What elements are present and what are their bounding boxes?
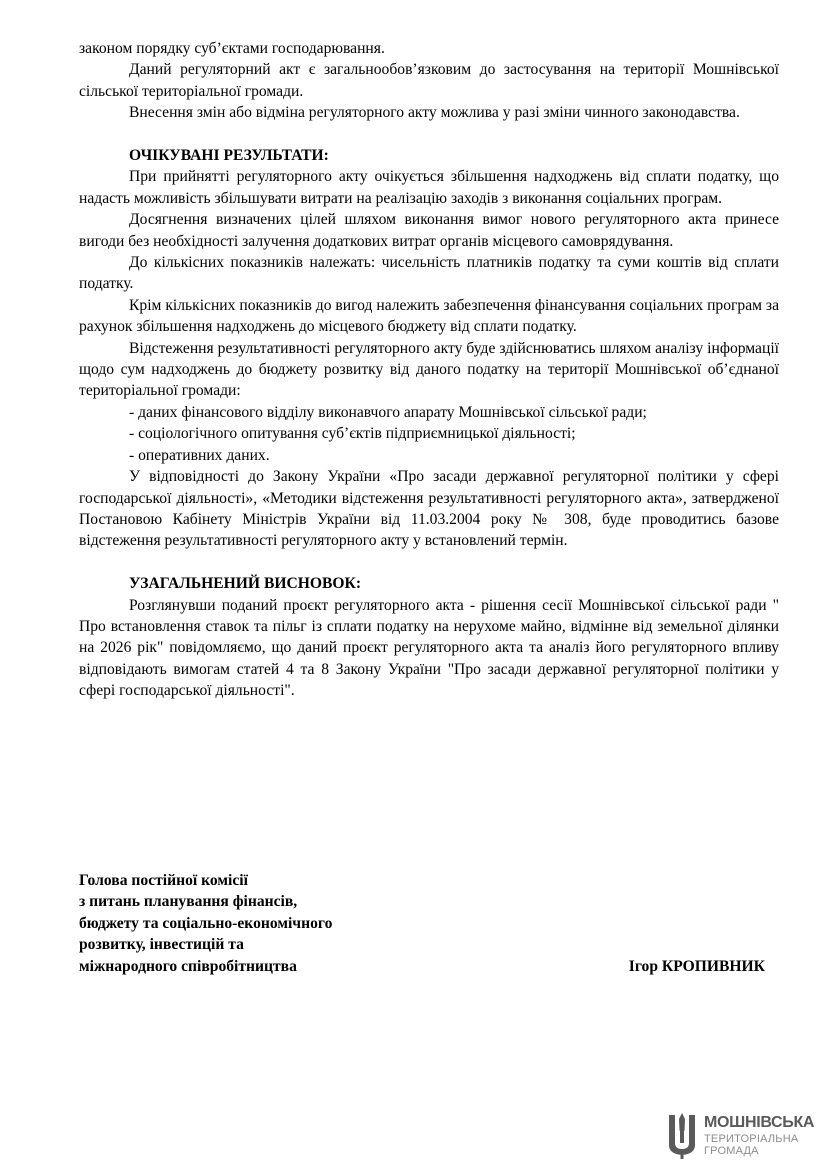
signature-block (79, 870, 779, 977)
signatory-name: Ігор КРОПИВНИК (628, 957, 765, 975)
trident-icon (666, 1113, 698, 1159)
list-item: - соціологічного опитування суб’єктів підприємницької діяльності; (129, 425, 576, 443)
signatory-title: Голова постійної комісії з питань планування фінансів, бюджету та соціально-економічного розвитку, інвестицій та міжнародного співробітництва (79, 872, 333, 975)
paragraph-amendments: Внесення змін або відміна регуляторного акту можлива у разі зміни чинного законодавства. (129, 104, 740, 122)
paragraph-benefits: Крім кількісних показників до вигод належить забезпечення фінансування соціальних програм за рахунок збільшення надходжень до місцевого бюджету від сплати податку. (79, 296, 779, 336)
heading-expected-results: ОЧІКУВАНІ РЕЗУЛЬТАТИ: (129, 147, 329, 165)
logo-text-territorial: ТЕРИТОРІАЛЬНА (704, 1133, 799, 1145)
paragraph-quantitative-indicators: До кількісних показників належать: чисельність платників податку та суми коштів від сплати податку. (79, 254, 779, 293)
community-logo (666, 1113, 816, 1161)
logo-text-community: ГРОМАДА (704, 1145, 759, 1157)
logo-text-title: МОШНІВСЬКА (704, 1114, 815, 1131)
list-item: - оперативних даних. (129, 446, 270, 464)
paragraph-revenue-increase: При прийнятті регуляторного акту очікується збільшення надходжень від сплати податку, що надасть можливість збільшувати витрати на реалізацію заходів з виконання соціальних програм. (79, 168, 779, 207)
paragraph-binding-act: Даний регуляторний акт є загальнообов’язковим до застосування на території Мошнівської сільської територіальної громади. (79, 61, 779, 100)
paragraph-tracking: Відстеження результативності регуляторного акту буде здійснюватись шляхом аналізу інформації щодо сум надходжень до бюджету розвитку від даного податку на території Мошнівської об’єднаної територіальної громади: (79, 339, 779, 400)
document-body (79, 38, 779, 702)
paragraph-goals: Досягнення визначених цілей шляхом виконання вимог нового регуляторного акта принесе вигоди без необхідності залучення додаткових витрат органів місцевого самоврядування. (79, 211, 779, 250)
paragraph-conclusion: Розглянувши поданий проєкт регуляторного акта - рішення сесії Мошнівської сільської ради " Про встановлення ставок та пільг із сплати податку на нерухоме майно, відмінне від земельної ділянки на 2026 рік" повідомляємо, що даний проєкт регуляторного акта та аналіз його регуляторного впливу відповідають вимогам статей 4 та 8 Закону України "Про засади державної регуляторної політики у сфері господарської діяльності". (79, 596, 779, 700)
paragraph-continuation: законом порядку суб’єктами господарювання. (79, 40, 385, 57)
list-item: - даних фінансового відділу виконавчого апарату Мошнівської сільської ради; (129, 403, 647, 421)
heading-general-conclusion: УЗАГАЛЬНЕНИЙ ВИСНОВОК: (129, 575, 362, 593)
paragraph-law-reference: У відповідності до Закону України «Про засади державної регуляторної політики у сфері господарської діяльності», «Методики відстеження результативності регуляторного акта», затвердженої Постановою Кабінету Міністрів України від 11.03.2004 року № 308, буде проводитись базове відстеження результативності регуляторного акту у встановлений термін. (79, 468, 779, 550)
